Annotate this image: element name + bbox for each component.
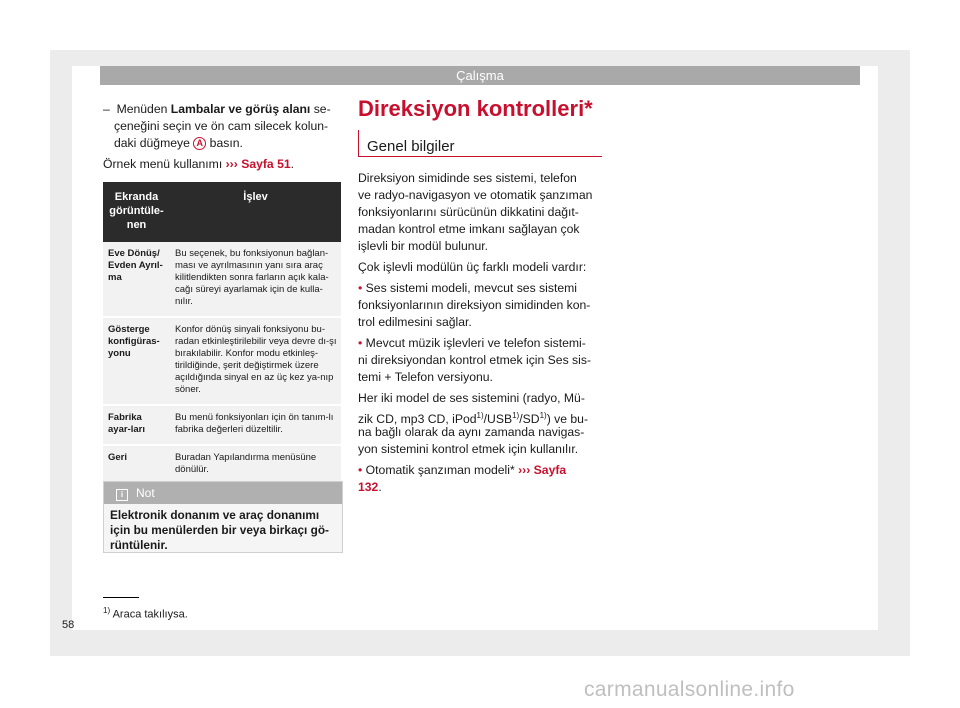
example-line: Örnek menü kullanımı ››› Sayfa 51.: [103, 157, 295, 171]
row-desc: Bu seçenek, bu fonksiyonun bağlan-ması ve ayrılmasının yanı sıra araç kilitlendikten sonra farların açık kala-cağı süreyi ayarlamak için de kulla-nılır.: [170, 242, 341, 317]
note-box: [103, 481, 343, 553]
note-body: Elektronik donanım ve araç donanımı için bu menülerden bir veya birkaçı gö-rüntülenir.: [110, 508, 329, 552]
bullet-1-line: trol edilmesini sağlar.: [358, 315, 472, 329]
page-link-132[interactable]: Sayfa: [533, 463, 567, 477]
para-3-line: zik CD, mp3 CD, iPod$^{1)}$/USB$^{1)}$/SD$^{1)}$) ve bu-: [358, 411, 589, 427]
menu-table: [103, 182, 341, 486]
table-header-function: İşlev: [170, 182, 341, 242]
step-line-1: – Menüden Lambalar ve görüş alanı se-: [103, 102, 331, 116]
para-1-line: işlevli bir modül bulunur.: [358, 239, 489, 253]
row-name: Geri: [103, 445, 170, 485]
bullet-2-line: temi + Telefon versiyonu.: [358, 370, 493, 384]
bullet-3-line: • Otomatik şanzıman modeli* ››› Sayfa: [358, 463, 567, 477]
bullet-3-line: 132.: [358, 480, 382, 494]
table-header-display: Ekranda görüntüle-nen: [103, 182, 170, 242]
para-3-line: Her iki model de ses sistemini (radyo, Mü-: [358, 391, 585, 405]
watermark: carmanualsonline.info: [584, 678, 795, 701]
para-1-line: fonksiyonlarını sürücünün dikkatini dağıt-: [358, 205, 579, 219]
row-desc: Konfor dönüş sinyali fonksiyonu bu-radan etkinleştirilebilir veya devre dı-şı bırakılabilir. Konfor modu etkinleş-tirildiğinde, şerit değiştirmek üzere açıldığında sinyal en az üç kez ya-nıp söner.: [170, 317, 341, 405]
table-row: [103, 445, 341, 485]
bullet-icon: •: [358, 281, 363, 295]
row-desc: Bu menü fonksiyonları için ön tanım-lı fabrika değerleri düzeltilir.: [170, 405, 341, 445]
section-heading: Direksiyon kontrolleri*: [358, 96, 593, 121]
para-1-line: Direksiyon simidinde ses sistemi, telefon: [358, 171, 577, 185]
row-name: Fabrika ayar-ları: [103, 405, 170, 445]
row-name: Eve Dönüş/ Evden Ayrıl-ma: [103, 242, 170, 317]
row-desc: Buradan Yapılandırma menüsüne dönülür.: [170, 445, 341, 485]
callout-badge-a: A: [193, 137, 206, 150]
subheading: Genel bilgiler: [367, 138, 455, 155]
row-name: Gösterge konfigüras-yonu: [103, 317, 170, 405]
table-row: [103, 317, 341, 405]
bullet-icon: •: [358, 463, 363, 477]
page-number: 58: [62, 619, 75, 631]
bullet-2-line: • Mevcut müzik işlevleri ve telefon sistemi-: [358, 336, 586, 350]
step-line-3: daki düğmeye A basın.: [114, 136, 243, 150]
section-header: Çalışma: [100, 66, 860, 85]
para-2: Çok işlevli modülün üç farklı modeli vardır:: [358, 260, 587, 274]
page-link-51[interactable]: Sayfa 51: [241, 157, 291, 171]
para-1-line: ve radyo-navigasyon ve otomatik şanzıman: [358, 188, 593, 202]
note-header: i Not: [104, 482, 342, 504]
table-row: [103, 242, 341, 317]
para-3-line: na bağlı olarak da aynı zamanda navigas-: [358, 425, 585, 439]
footnote: $^{1)}$ Araca takılıysa.: [103, 606, 188, 621]
footnote-rule: [103, 597, 139, 598]
step-line-2: çeneğini seçin ve ön cam silecek kolun-: [114, 119, 329, 133]
table-row: [103, 405, 341, 445]
info-icon: i: [116, 489, 128, 501]
bullet-icon: •: [358, 336, 363, 350]
bullet-1-line: fonksiyonlarının direksiyon simidinden kon-: [358, 298, 591, 312]
para-3-line: yon sistemini kontrol etmek için kullanılır.: [358, 442, 579, 456]
para-1-line: madan kontrol etme imkanı sağlayan çok: [358, 222, 580, 236]
page-link-132-num[interactable]: 132: [358, 480, 379, 494]
bullet-1-line: • Ses sistemi modeli, mevcut ses sistemi: [358, 281, 577, 295]
bullet-2-line: ni direksiyondan kontrol etmek için Ses sis-: [358, 353, 592, 367]
